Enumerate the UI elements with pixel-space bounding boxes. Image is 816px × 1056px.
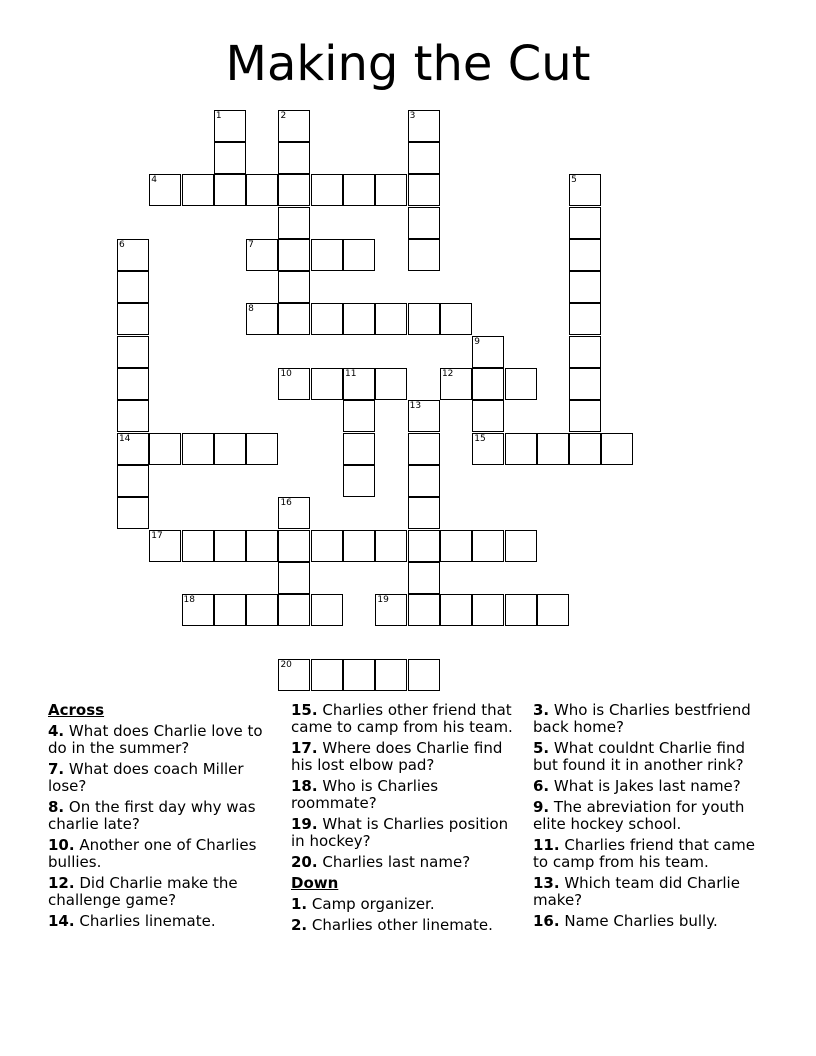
clue-text: Where does Charlie find his lost elbow pad? xyxy=(291,739,503,774)
clue-number: 8. xyxy=(48,798,65,816)
clue xyxy=(533,875,773,909)
clue xyxy=(48,875,273,909)
clue xyxy=(291,740,521,774)
clue-number: 14. xyxy=(48,912,75,930)
clue-number: 15. xyxy=(291,701,318,719)
clue-text: Charlies linemate. xyxy=(74,912,216,930)
grid-cell[interactable] xyxy=(343,659,375,691)
cell-number: 17 xyxy=(151,530,163,541)
grid-cell[interactable] xyxy=(408,562,440,594)
grid-cell[interactable] xyxy=(182,174,214,206)
clue xyxy=(48,913,273,930)
grid-cell[interactable] xyxy=(440,303,472,335)
clue xyxy=(48,761,273,795)
grid-cell[interactable] xyxy=(246,303,278,335)
grid-cell[interactable] xyxy=(569,239,601,271)
grid-cell[interactable] xyxy=(311,368,343,400)
grid-cell[interactable] xyxy=(117,400,149,432)
clue-text: What does coach Miller lose? xyxy=(48,760,244,795)
down-heading: Down xyxy=(291,874,339,892)
clue-text: Did Charlie make the challenge game? xyxy=(48,874,238,909)
grid-cell[interactable] xyxy=(408,303,440,335)
clues-column-1 xyxy=(48,702,273,934)
grid-cell[interactable] xyxy=(278,303,310,335)
grid-cell[interactable] xyxy=(311,239,343,271)
grid-cell[interactable] xyxy=(214,142,246,174)
grid-cell[interactable] xyxy=(278,659,310,691)
cell-number: 5 xyxy=(571,175,577,186)
clue-number: 20. xyxy=(291,853,318,871)
clue xyxy=(533,740,773,774)
grid-cell[interactable] xyxy=(278,271,310,303)
grid-cell[interactable] xyxy=(472,336,504,368)
grid-cell[interactable] xyxy=(117,465,149,497)
grid-cell[interactable] xyxy=(569,336,601,368)
grid-cell[interactable] xyxy=(472,400,504,432)
clue-number: 6. xyxy=(533,777,550,795)
clue xyxy=(291,702,521,736)
grid-cell[interactable] xyxy=(214,433,246,465)
cell-number: 13 xyxy=(409,401,422,412)
cell-number: 4 xyxy=(151,175,157,186)
grid-cell[interactable] xyxy=(375,530,407,562)
grid-cell[interactable] xyxy=(149,174,181,206)
cell-number: 19 xyxy=(377,595,389,606)
clue-text: Who is Charlies bestfriend back home? xyxy=(533,701,751,736)
grid-cell[interactable] xyxy=(246,239,278,271)
clue xyxy=(48,723,273,757)
clue-text: Camp organizer. xyxy=(307,895,435,913)
clue-number: 2. xyxy=(291,916,308,934)
grid-cell[interactable] xyxy=(343,433,375,465)
grid-cell[interactable] xyxy=(214,174,246,206)
grid-cell[interactable] xyxy=(569,368,601,400)
grid-cell[interactable] xyxy=(537,433,569,465)
grid-cell[interactable] xyxy=(117,497,149,529)
grid-cell[interactable] xyxy=(149,433,181,465)
clue xyxy=(533,913,773,930)
grid-cell[interactable] xyxy=(375,659,407,691)
cell-number: 6 xyxy=(118,239,125,250)
cell-number: 18 xyxy=(183,595,195,606)
grid-cell[interactable] xyxy=(408,174,440,206)
clue-text: Which team did Charlie make? xyxy=(533,874,740,909)
grid-cell[interactable] xyxy=(278,239,310,271)
grid-cell[interactable] xyxy=(440,530,472,562)
clue xyxy=(291,896,521,913)
grid-cell[interactable] xyxy=(343,400,375,432)
grid-cell[interactable] xyxy=(278,174,310,206)
grid-cell[interactable] xyxy=(117,303,149,335)
grid-cell[interactable] xyxy=(569,400,601,432)
grid-cell[interactable] xyxy=(278,594,310,626)
grid-cell[interactable] xyxy=(408,659,440,691)
grid-cell[interactable] xyxy=(311,594,343,626)
grid-cell[interactable] xyxy=(375,368,407,400)
grid-cell[interactable] xyxy=(149,530,181,562)
grid-cell[interactable] xyxy=(117,433,149,465)
grid-cell[interactable] xyxy=(278,368,310,400)
grid-cell[interactable] xyxy=(505,530,537,562)
grid-cell[interactable] xyxy=(472,433,504,465)
clue xyxy=(533,778,773,795)
grid-cell[interactable] xyxy=(278,142,310,174)
clue xyxy=(48,799,273,833)
clue-text: The abreviation for youth elite hockey school. xyxy=(533,798,745,833)
grid-cell[interactable] xyxy=(375,303,407,335)
grid-cell[interactable] xyxy=(408,530,440,562)
clue-text: What couldnt Charlie find but found it in another rink? xyxy=(533,739,746,774)
cell-number: 1 xyxy=(215,110,222,121)
clue-text: What does Charlie love to do in the summer? xyxy=(48,722,263,757)
grid-cell[interactable] xyxy=(408,400,440,432)
grid-cell[interactable] xyxy=(408,207,440,239)
cell-number: 11 xyxy=(345,369,357,380)
clue-text: Charlies other linemate. xyxy=(307,916,493,934)
grid-cell[interactable] xyxy=(117,368,149,400)
clue-number: 16. xyxy=(533,912,560,930)
grid-cell[interactable] xyxy=(278,562,310,594)
clue-text: Name Charlies bully. xyxy=(559,912,718,930)
cell-number: 20 xyxy=(280,659,292,670)
clue-text: What is Charlies position in hockey? xyxy=(291,815,509,850)
grid-cell[interactable] xyxy=(182,594,214,626)
clue-number: 13. xyxy=(533,874,560,892)
cell-number: 8 xyxy=(248,304,254,315)
grid-cell[interactable] xyxy=(505,433,537,465)
cell-number: 10 xyxy=(280,369,292,380)
grid-cell[interactable] xyxy=(214,110,246,142)
grid-cell[interactable] xyxy=(343,303,375,335)
grid-cell[interactable] xyxy=(246,433,278,465)
grid-cell[interactable] xyxy=(182,530,214,562)
clue-number: 4. xyxy=(48,722,65,740)
grid-cell[interactable] xyxy=(343,368,375,400)
grid-cell[interactable] xyxy=(278,110,310,142)
puzzle-title: Making the Cut xyxy=(225,36,591,92)
grid-cell[interactable] xyxy=(117,336,149,368)
clue-number: 5. xyxy=(533,739,550,757)
clue-number: 12. xyxy=(48,874,75,892)
grid-cell[interactable] xyxy=(408,594,440,626)
clue xyxy=(48,837,273,871)
across-heading: Across xyxy=(48,701,105,719)
clue-text: Charlies friend that came to camp from his team. xyxy=(533,836,755,871)
grid-cell[interactable] xyxy=(311,303,343,335)
grid-cell[interactable] xyxy=(311,530,343,562)
grid-cell[interactable] xyxy=(505,594,537,626)
cell-number: 9 xyxy=(474,336,480,347)
grid-cell[interactable] xyxy=(343,465,375,497)
grid-cell[interactable] xyxy=(182,433,214,465)
clue xyxy=(291,917,521,934)
grid-cell[interactable] xyxy=(214,530,246,562)
grid-cell[interactable] xyxy=(278,207,310,239)
grid-cell[interactable] xyxy=(246,594,278,626)
clue-number: 18. xyxy=(291,777,318,795)
grid-cell[interactable] xyxy=(278,530,310,562)
grid-cell[interactable] xyxy=(343,239,375,271)
grid-cell[interactable] xyxy=(408,142,440,174)
grid-cell[interactable] xyxy=(278,497,310,529)
grid-cell[interactable] xyxy=(117,239,149,271)
grid-cell[interactable] xyxy=(440,368,472,400)
grid-cell[interactable] xyxy=(311,659,343,691)
cell-number: 15 xyxy=(474,433,486,444)
clue xyxy=(533,799,773,833)
clue-text: What is Jakes last name? xyxy=(549,777,741,795)
clue-text: Charlies other friend that came to camp from his team. xyxy=(291,701,513,736)
cell-number: 7 xyxy=(248,239,254,250)
clue-number: 1. xyxy=(291,895,308,913)
clue xyxy=(533,702,773,736)
grid-cell[interactable] xyxy=(408,497,440,529)
grid-cell[interactable] xyxy=(246,530,278,562)
grid-cell[interactable] xyxy=(569,303,601,335)
grid-cell[interactable] xyxy=(569,433,601,465)
grid-cell[interactable] xyxy=(246,174,278,206)
clue-number: 19. xyxy=(291,815,318,833)
grid-cell[interactable] xyxy=(343,530,375,562)
grid-cell[interactable] xyxy=(440,594,472,626)
cell-number: 2 xyxy=(280,110,287,121)
clue-number: 3. xyxy=(533,701,550,719)
clue-text: Who is Charlies roommate? xyxy=(291,777,439,812)
clues-column-2 xyxy=(291,702,521,938)
grid-cell[interactable] xyxy=(408,239,440,271)
clues-column-3 xyxy=(533,702,773,934)
clue-number: 10. xyxy=(48,836,75,854)
clue-text: Charlies last name? xyxy=(317,853,471,871)
clue-number: 9. xyxy=(533,798,550,816)
cell-number: 14 xyxy=(118,433,131,444)
grid-cell[interactable] xyxy=(537,594,569,626)
clue xyxy=(291,816,521,850)
cell-number: 12 xyxy=(441,369,454,380)
cell-number: 16 xyxy=(280,498,292,509)
clue-text: Another one of Charlies bullies. xyxy=(48,836,257,871)
grid-cell[interactable] xyxy=(601,433,633,465)
clue-number: 17. xyxy=(291,739,318,757)
grid-cell[interactable] xyxy=(472,594,504,626)
clue-text: On the first day why was charlie late? xyxy=(48,798,256,833)
grid-cell[interactable] xyxy=(569,207,601,239)
grid-cell[interactable] xyxy=(117,271,149,303)
grid-cell[interactable] xyxy=(375,174,407,206)
grid-cell[interactable] xyxy=(472,530,504,562)
grid-cell[interactable] xyxy=(569,174,601,206)
grid-cell[interactable] xyxy=(311,174,343,206)
grid-cell[interactable] xyxy=(569,271,601,303)
clue xyxy=(291,778,521,812)
grid-cell[interactable] xyxy=(343,174,375,206)
grid-cell[interactable] xyxy=(472,368,504,400)
grid-cell[interactable] xyxy=(408,433,440,465)
grid-cell[interactable] xyxy=(505,368,537,400)
clue xyxy=(291,854,521,871)
cell-number: 3 xyxy=(409,110,416,121)
grid-cell[interactable] xyxy=(408,465,440,497)
grid-cell[interactable] xyxy=(375,594,407,626)
grid-cell[interactable] xyxy=(408,110,440,142)
clue-number: 7. xyxy=(48,760,65,778)
grid-cell[interactable] xyxy=(214,594,246,626)
clue xyxy=(533,837,773,871)
clue-number: 11. xyxy=(533,836,560,854)
